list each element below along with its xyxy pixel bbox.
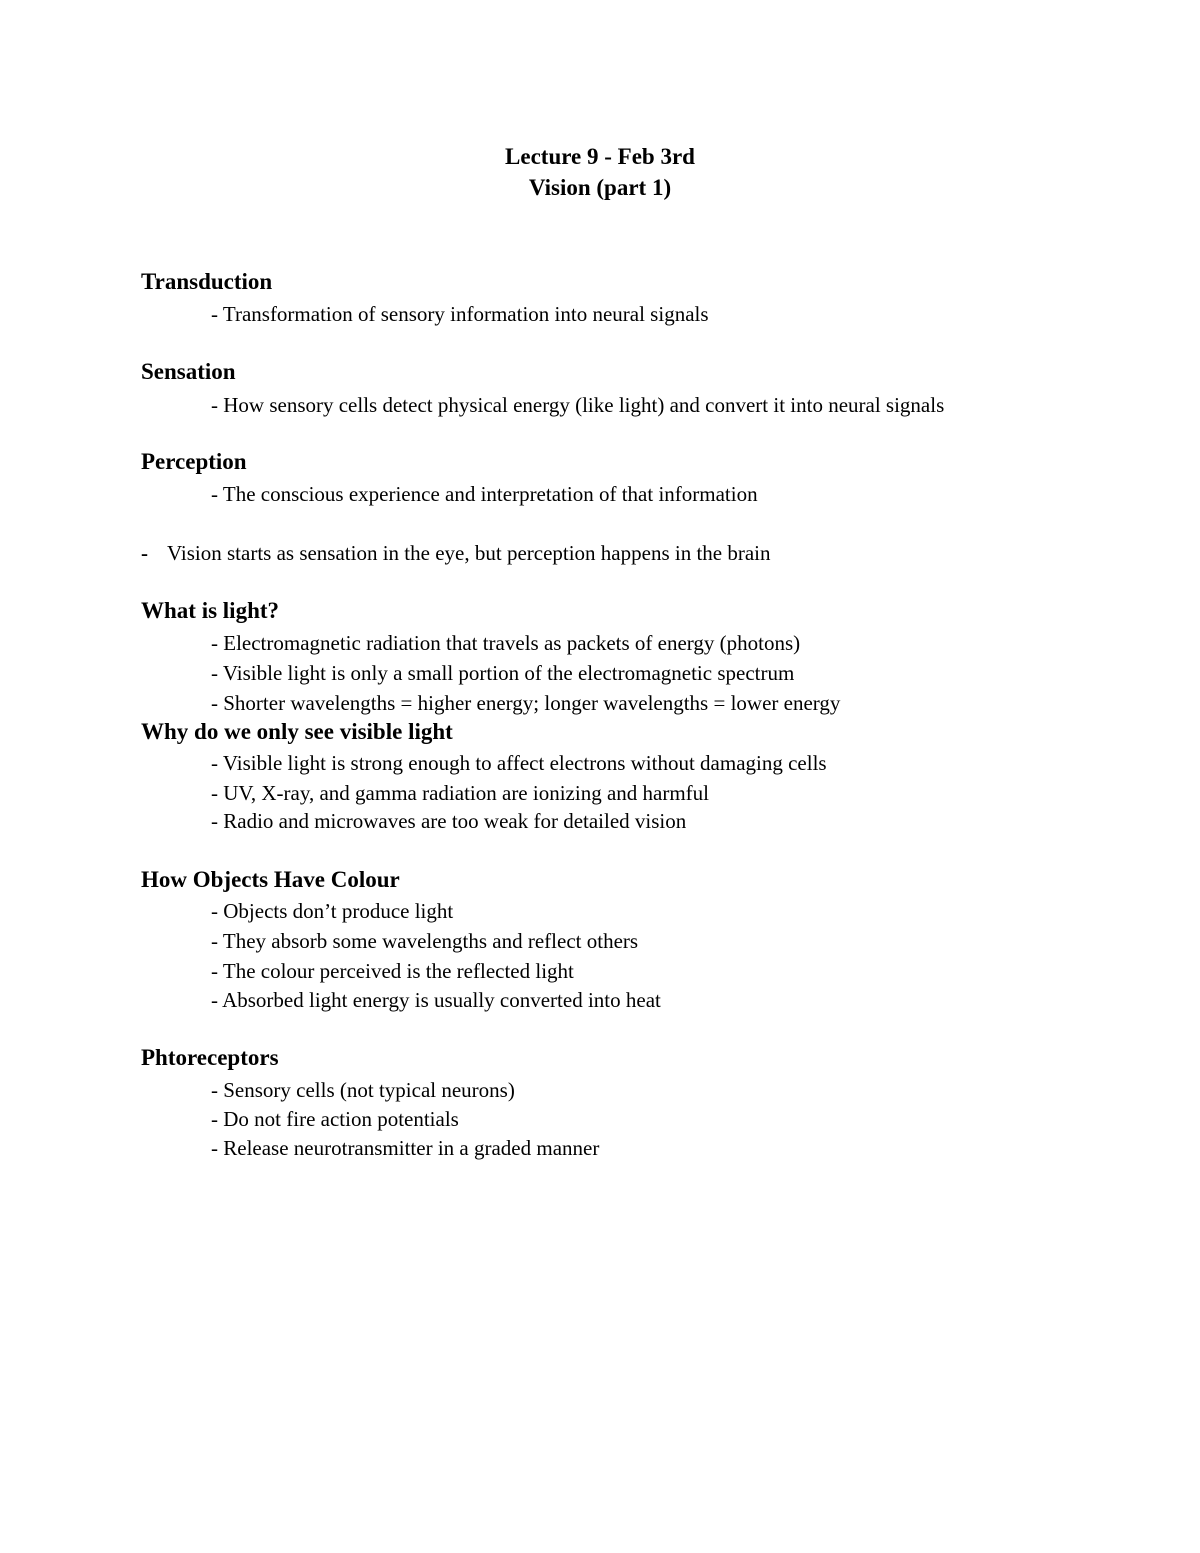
bullet-colour-2: - They absorb some wavelengths and reflect others (211, 929, 639, 953)
bullet-light-1: - Electromagnetic radiation that travels as packets of energy (photons) (211, 631, 801, 655)
heading-colour: How Objects Have Colour (141, 867, 400, 892)
lecture-title: Lecture 9 - Feb 3rd (505, 144, 695, 169)
heading-perception: Perception (141, 449, 247, 474)
note-vision-line (141, 538, 771, 568)
bullet-colour-3: - The colour perceived is the reflected light (211, 959, 574, 983)
heading-sensation: Sensation (141, 359, 236, 384)
bullet-visible-2: - UV, X-ray, and gamma radiation are ionizing and harmful (211, 781, 710, 805)
bullet-photoreceptors-1: - Sensory cells (not typical neurons) (211, 1078, 515, 1102)
heading-what-is-light: What is light? (141, 598, 280, 623)
bullet-transduction-1: - Transformation of sensory information into neural signals (211, 302, 709, 326)
bullet-sensation-1: - How sensory cells detect physical energy (like light) and convert it into neural signals (211, 393, 945, 417)
bullet-light-3: - Shorter wavelengths = higher energy; longer wavelengths = lower energy (211, 691, 841, 715)
bullet-colour-1: - Objects don’t produce light (211, 899, 454, 923)
bullet-perception-1: - The conscious experience and interpretation of that information (211, 482, 758, 506)
lecture-subtitle: Vision (part 1) (528, 175, 672, 200)
note-text: Vision starts as sensation in the eye, but perception happens in the brain (167, 541, 771, 565)
heading-transduction: Transduction (141, 269, 273, 294)
bullet-colour-4: - Absorbed light energy is usually converted into heat (211, 988, 661, 1012)
heading-photoreceptors: Phtoreceptors (141, 1045, 279, 1070)
note-dash: - (141, 541, 148, 565)
bullet-visible-1: - Visible light is strong enough to affect electrons without damaging cells (211, 751, 827, 775)
bullet-light-2: - Visible light is only a small portion of the electromagnetic spectrum (211, 661, 795, 685)
heading-visible-light: Why do we only see visible light (141, 719, 453, 744)
bullet-photoreceptors-2: - Do not fire action potentials (211, 1107, 459, 1131)
bullet-visible-3: - Radio and microwaves are too weak for detailed vision (211, 809, 687, 833)
bullet-photoreceptors-3: - Release neurotransmitter in a graded manner (211, 1136, 600, 1160)
